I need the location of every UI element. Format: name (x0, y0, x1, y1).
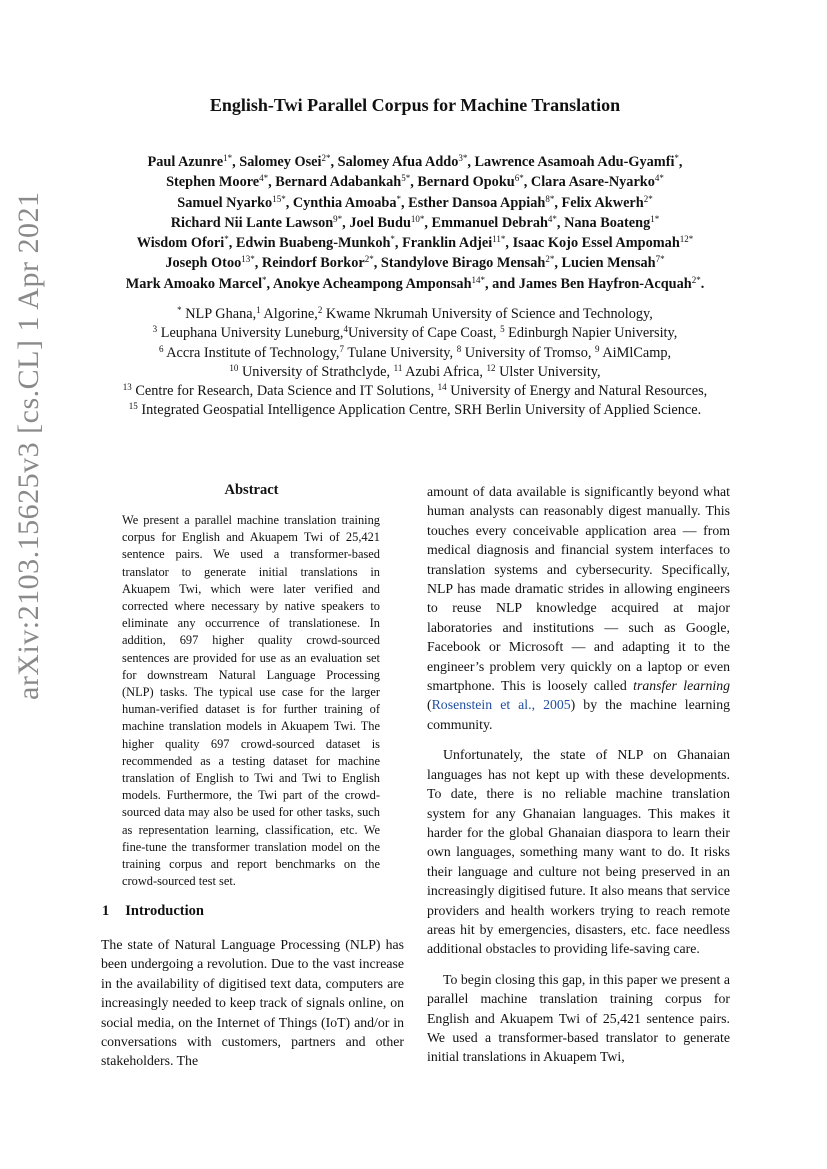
author-name: , Salomey Afua Addo (330, 154, 459, 170)
author-name: , Standylove Birago Mensah (373, 255, 546, 272)
intro-paragraph-3: To begin closing this gap, in this paper we present a parallel machine translation training corpus for English and Akuapem Twi of 25,421 sentence pairs. We used a transformer-based translator to generate initial translations in Akuapem Twi, (427, 971, 730, 1065)
affiliation-mark: 13 (122, 382, 132, 393)
affiliation-mark: 14 (437, 382, 447, 393)
affiliation-mark: 5 (500, 324, 505, 335)
author-name: , Lawrence Asamoah Adu-Gyamfi (467, 154, 675, 170)
intro-paragraph-continued (427, 482, 730, 734)
affiliation-name: Leuphana University Luneburg, (157, 325, 344, 342)
author-affiliation-mark: * (262, 274, 267, 285)
affiliation-name: Tulane University, (344, 344, 457, 361)
author-affiliation-mark: 10* (410, 213, 425, 224)
author-name: Wisdom Ofori (136, 235, 225, 252)
affiliation-name: University of Energy and Natural Resources, (446, 383, 708, 400)
affiliation-mark: 8 (456, 343, 462, 354)
author-affiliation-mark: 11* (492, 234, 506, 245)
author-affiliation-mark: 3* (458, 153, 468, 163)
affiliation-line (60, 344, 770, 363)
affiliation-mark: 10 (229, 362, 239, 373)
affiliation-mark: 12 (486, 362, 496, 373)
author-name: , and James Ben Hayfron-Acquah (485, 275, 692, 292)
left-column-body (101, 935, 404, 1082)
author-line (70, 172, 760, 192)
author-list (70, 152, 760, 294)
author-affiliation-mark: 4* (547, 213, 557, 224)
affiliation-name: AiMlCamp, (599, 344, 672, 361)
author-name: , Esther Dansoa Appiah (401, 194, 546, 211)
intro-paragraph-2: Unfortunately, the state of NLP on Ghanaian languages has not kept up with these developments. To date, there is no reliable machine translation system for any Ghanaian languages. This makes it harder for the global Ghanaian diaspora to learn their own languages, something many want to do. It risks their language and culture not being preserved in an increasingly digitised future. It also means that service providers and health workers trying to reach remote areas hit by emergencies, disasters, etc. face needless additional obstacles to providing life-saving care. (427, 747, 730, 957)
author-affiliation-mark: 12* (679, 234, 694, 245)
author-name: , Franklin Adjei (394, 235, 493, 252)
author-name: , Joel Budu (342, 214, 411, 231)
author-affiliation-mark: 2* (691, 274, 701, 285)
author-name: . (700, 275, 705, 292)
author-affiliation-mark: 2* (643, 193, 653, 204)
author-line (70, 193, 760, 213)
author-name: , Lucien Mensah (554, 255, 656, 272)
section-title: Introduction (125, 903, 204, 919)
author-affiliation-mark: 2* (545, 254, 555, 265)
author-affiliation-mark: 13* (241, 254, 255, 265)
affiliation-line (60, 363, 770, 382)
introduction-heading (102, 903, 402, 920)
affiliation-name: Ulster University, (495, 363, 601, 380)
author-affiliation-mark: 2* (321, 153, 331, 163)
affiliation-name: University of Strathclyde, (238, 363, 394, 380)
affiliation-list (60, 305, 770, 421)
affiliation-mark: 1 (256, 305, 261, 315)
author-name: , Isaac Kojo Essel Ampomah (505, 235, 680, 252)
author-name: , Edwin Buabeng-Munkoh (228, 235, 391, 252)
author-line (70, 213, 760, 233)
author-affiliation-mark: 1* (650, 213, 660, 224)
author-affiliation-mark: 5* (401, 173, 411, 184)
author-name: , Salomey Osei (232, 154, 322, 170)
emphasized-term: transfer learning (633, 678, 730, 694)
author-affiliation-mark: 7* (655, 254, 665, 265)
author-affiliation-mark: 9* (333, 213, 343, 224)
author-name: Richard Nii Lante Lawson (170, 214, 334, 231)
affiliation-mark: 9 (595, 343, 600, 354)
affiliation-name: University of Tromso, (461, 344, 596, 361)
affiliation-mark: 6 (158, 343, 164, 354)
author-affiliation-mark: 1* (223, 153, 233, 163)
author-affiliation-mark: 2* (364, 254, 374, 265)
author-line (70, 253, 760, 273)
abstract-heading: Abstract (224, 482, 279, 498)
author-name: , Anokye Acheampong Amponsah (266, 275, 472, 292)
author-affiliation-mark: * (224, 234, 229, 245)
paragraph-text-end: ) by the machine learning community. (427, 697, 730, 732)
affiliation-name: Integrated Geospatial Intelligence Application Centre, SRH Berlin University of Applied Science. (137, 402, 702, 419)
affiliation-name: University of Cape Coast, (348, 325, 501, 342)
author-name: , Clara Asare-Nyarko (523, 174, 655, 191)
author-name: , Reindorf Borkor (254, 255, 365, 272)
affiliation-name: Algorine, (260, 306, 318, 322)
arxiv-watermark: arXiv:2103.15625v3 [cs.CL] 1 Apr 2021 (12, 191, 45, 700)
author-name: , Emmanuel Debrah (424, 214, 548, 231)
author-line (70, 274, 760, 294)
affiliation-name: NLP Ghana, (181, 306, 257, 322)
affiliation-line (60, 401, 770, 420)
affiliation-line (60, 305, 770, 324)
affiliation-mark: 7 (339, 343, 345, 354)
citation-link[interactable]: Rosenstein et al., 2005 (431, 697, 571, 713)
paragraph-text: amount of data available is significantly beyond what human analysts can reasonably digest manually. This touches every conceivable application area — from medical diagnosis and financial system interfaces to translation systems and cybersecurity. Specifically, NLP has made dramatic strides in allowing engineers to reuse NLP knowledge acquired at major laboratories and institutions — such as Google, Facebook or Microsoft — and adapting it to the engineer’s problem very quickly on a laptop or even smartphone. This is loosely called (427, 484, 730, 694)
affiliation-name: Azubi Africa, (402, 363, 487, 380)
author-affiliation-mark: * (390, 234, 395, 245)
author-name: , Nana Boateng (556, 214, 651, 231)
affiliation-mark: 2 (317, 305, 323, 315)
author-affiliation-mark: * (396, 193, 402, 204)
author-affiliation-mark: 8* (545, 193, 555, 204)
citation-open: ( (427, 697, 432, 713)
author-affiliation-mark: 6* (514, 173, 524, 184)
author-affiliation-mark: 14* (471, 274, 486, 285)
affiliation-name: Kwame Nkrumah University of Science and Technology, (322, 306, 653, 322)
author-name: , Bernard Opoku (410, 174, 515, 191)
author-line (70, 152, 760, 172)
affiliation-name: Accra Institute of Technology, (163, 344, 340, 361)
author-line (70, 233, 760, 253)
affiliation-mark: 3 (152, 324, 158, 335)
affiliation-mark: 4 (343, 324, 348, 335)
intro-paragraph-1: The state of Natural Language Processing (NLP) has been undergoing a revolution. Due to the vast increase in the availability of digitised text data, computers are increasingly needed to keep track of signals online, on social media, on the Internet of Things (IoT) and/or in conversations with customers, partners and other stakeholders. The (101, 937, 404, 1069)
author-name: , Cynthia Amoaba (285, 194, 397, 211)
right-column-body (427, 482, 730, 1078)
affiliation-name: Edinburgh Napier University, (504, 325, 678, 342)
abstract-text: We present a parallel machine translation training corpus for English and Akuapem Twi of 25,421 sentence pairs. We used a transformer-based translator to generate initial translations in Akuapem Twi, which were later verified and corrected where necessary by native speakers to eliminate any occurrence of translationese. In addition, 697 higher quality crowd-sourced sentences are provided for use as an evaluation set for downstream Natural Language Processing (NLP) tasks. The typical use case for the larger human-verified dataset is for further training of machine translation models in Akuapem Twi. The higher quality 697 crowd-sourced dataset is recommended as a testing dataset for machine translation of English to Twi and Twi to English models. Furthermore, the Twi part of the crowd-sourced data may also be used for other tasks, such as representation learning, classification, etc. We fine-tune the transformer translation model on the training corpus and report benchmarks on the crowd-sourced test set. (122, 513, 380, 889)
affiliation-mark: 11 (393, 362, 403, 373)
author-affiliation-mark: 4* (654, 173, 664, 184)
affiliation-mark: 15 (128, 401, 138, 412)
affiliation-line (60, 382, 770, 401)
affiliation-line (60, 324, 770, 343)
author-name: , Bernard Adabankah (268, 174, 402, 191)
author-name: Mark Amoako Marcel (125, 275, 263, 292)
author-name: Stephen Moore (166, 174, 260, 191)
author-name: , (678, 154, 683, 170)
author-affiliation-mark: 4* (259, 173, 269, 184)
affiliation-name: Centre for Research, Data Science and IT Solutions, (131, 383, 438, 400)
author-name: Joseph Otoo (165, 255, 242, 272)
author-name: Samuel Nyarko (177, 194, 273, 211)
author-affiliation-mark: 15* (272, 193, 286, 204)
author-name: , Felix Akwerh (554, 194, 644, 211)
paper-title: English-Twi Parallel Corpus for Machine Translation (209, 95, 621, 115)
affiliation-mark: * (177, 305, 182, 315)
author-name: Paul Azunre (147, 154, 224, 170)
author-affiliation-mark: * (674, 153, 679, 163)
section-number: 1 (102, 903, 110, 919)
